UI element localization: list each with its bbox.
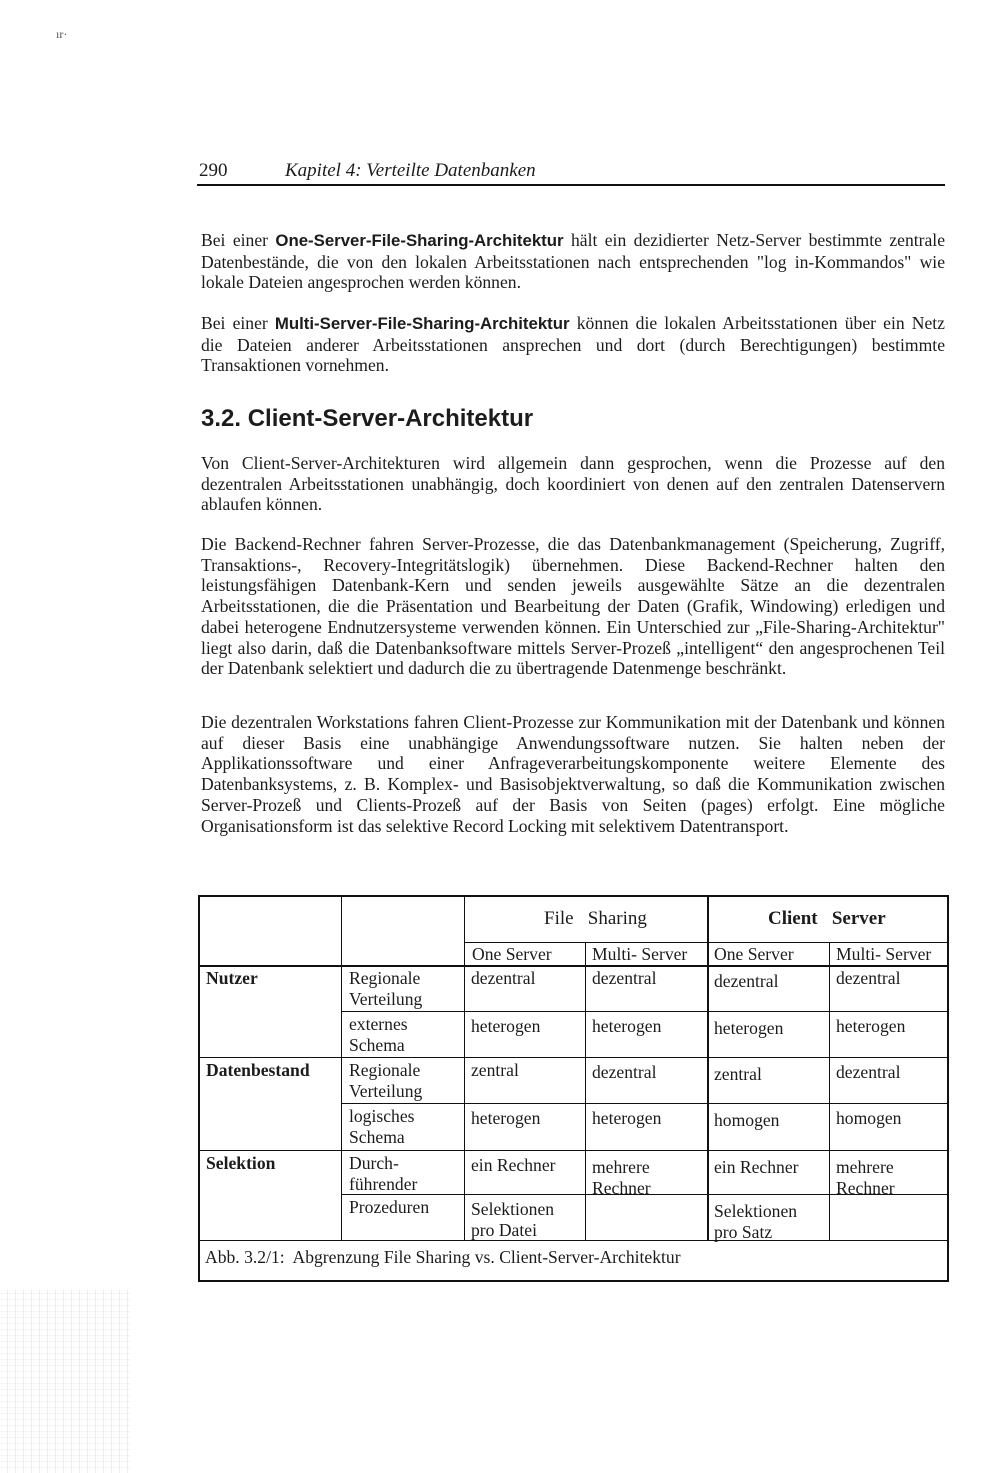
table-cell: dezentral — [592, 1062, 657, 1082]
table-cell: homogen — [714, 1110, 780, 1130]
term-one-server-file-sharing: One-Server-File-Sharing-Architektur — [275, 231, 564, 250]
table-cell: zentral — [714, 1064, 762, 1084]
subheader-fs-multi-server: Multi- Server — [592, 944, 688, 964]
table-grid-line — [200, 1150, 949, 1151]
table-cell: ein Rechner — [471, 1155, 556, 1175]
scan-gutter-noise — [0, 1290, 130, 1473]
para-text: Bei einer — [201, 230, 268, 250]
page-number: 290 — [199, 160, 228, 181]
para-text: hält ein dezidierter Netz-Server bestimmte zentrale Datenbestände, die von den lokalen Arbeitsstationen nach entsprechenden "log in-Kommandos" wie lokale Dateien angesprochen werden können. — [201, 230, 945, 293]
subheader-cs-multi-server: Multi- Server — [836, 944, 932, 964]
row-label: Durch- führender — [349, 1153, 418, 1194]
subheader-cs-one-server: One Server — [714, 944, 794, 964]
chapter-title: Kapitel 4: Verteilte Datenbanken — [285, 160, 536, 181]
table-grid-line — [200, 1057, 949, 1058]
table-grid-line — [200, 1240, 949, 1241]
scan-mark: ır· — [56, 27, 68, 41]
section-heading: 3.2. Client-Server-Architektur — [201, 405, 534, 432]
paragraph-backend: Die Backend-Rechner fahren Server-Prozesse, die das Datenbankmanagement (Speicherung, Zugriff, Transaktions-, Recovery-Integritätslogik) übernehmen. Diese Backend-Rechner halten den leistungsfähigen Datenbank-Kern und senden jeweils ausgewählte Sätze an die dezentralen Arbeitsstationen, die die Präsentation und Bearbeitung der Daten (Grafik, Windowing) erledigen und dabei heterogene Endnutzersysteme verwenden können. Ein Unterschied zur „File-Sharing-Architektur" liegt also darin, daß die Datenbanksoftware mittels Server-Prozeß „intelligent“ den angesprochenen Teil der Datenbank selektiert und dadurch die zu übertragende Datenmenge beschränkt. — [201, 534, 945, 679]
table-cell: heterogen — [714, 1018, 784, 1038]
row-group-datenbestand: Datenbestand — [206, 1060, 310, 1080]
row-label: externes Schema — [349, 1014, 408, 1055]
table-cell: heterogen — [592, 1108, 662, 1128]
table-grid-line — [585, 943, 586, 1241]
row-label: Regionale Verteilung — [349, 968, 423, 1009]
running-header — [197, 158, 945, 186]
table-cell: zentral — [471, 1060, 519, 1080]
table-cell: dezentral — [471, 968, 536, 988]
table-cell: heterogen — [471, 1016, 541, 1036]
figure-caption: Abb. 3.2/1: Abgrenzung File Sharing vs. Client-Server-Architektur — [205, 1247, 681, 1267]
table-cell: mehrere Rechner — [592, 1157, 651, 1198]
table-cell: heterogen — [592, 1016, 662, 1036]
table-cell: dezentral — [836, 968, 901, 988]
header-client-server: Client Server — [768, 908, 886, 929]
table-cell: Selektionen pro Satz — [714, 1201, 798, 1242]
table-cell: ein Rechner — [714, 1157, 799, 1177]
table-cell: mehrere Rechner — [836, 1157, 895, 1198]
paragraph-client-server-definition: Von Client-Server-Architekturen wird allgemein dann gesprochen, wenn die Prozesse auf den dezentralen Arbeitsstationen unabhängig, doch koordiniert von denen auf den zentralen Datenservern ablaufen können. — [201, 453, 945, 515]
para-text: Bei einer — [201, 313, 268, 333]
row-label: Prozeduren — [349, 1197, 430, 1217]
table-cell: dezentral — [836, 1062, 901, 1082]
row-group-selektion: Selektion — [206, 1153, 276, 1173]
comparison-table — [198, 895, 949, 1282]
subheader-fs-one-server: One Server — [472, 944, 552, 964]
para-text: können die lokalen Arbeitsstationen über ein Netz die Dateien anderer Arbeitsstationen ansprechen und dort (durch Berechtigungen) bestimmte Transaktionen vornehmen. — [201, 313, 945, 376]
table-cell: heterogen — [471, 1108, 541, 1128]
paragraph-multi-server — [201, 313, 945, 376]
table-grid-line — [200, 965, 949, 967]
table-cell: Selektionen pro Datei — [471, 1199, 555, 1240]
table-cell: dezentral — [714, 971, 779, 991]
row-group-nutzer: Nutzer — [206, 968, 258, 988]
table-grid-line — [464, 942, 949, 943]
paragraph-workstations: Die dezentralen Workstations fahren Client-Prozesse zur Kommunikation mit der Datenbank und können auf dieser Basis eine unabhängige Anwendungssoftware nutzen. Sie halten neben der Applikationssoftware und einer Anfrageverarbeitungskomponente weitere Elemente des Datenbanksystems, z. B. Komplex- und Basisobjektverwaltung, so daß die Kommunikation zwischen Server-Prozeß und Clients-Prozeß auf der Basis von Seiten (pages) erfolgt. Eine mögliche Organisationsform ist das selektive Record Locking mit selektivem Datentransport. — [201, 712, 945, 836]
table-cell: homogen — [836, 1108, 902, 1128]
table-grid-line — [341, 897, 342, 1241]
term-multi-server-file-sharing: Multi-Server-File-Sharing-Architektur — [274, 314, 570, 333]
row-label: Regionale Verteilung — [349, 1060, 423, 1101]
table-grid-line — [341, 1011, 949, 1012]
table-cell: dezentral — [592, 968, 657, 988]
table-grid-line — [829, 943, 830, 1241]
table-grid-line — [464, 897, 465, 1241]
table-grid-line — [707, 897, 709, 1241]
header-file-sharing: File Sharing — [544, 908, 647, 929]
paragraph-one-server — [201, 230, 945, 293]
table-cell: heterogen — [836, 1016, 906, 1036]
table-grid-line — [341, 1103, 949, 1104]
row-label: logisches Schema — [349, 1106, 415, 1147]
